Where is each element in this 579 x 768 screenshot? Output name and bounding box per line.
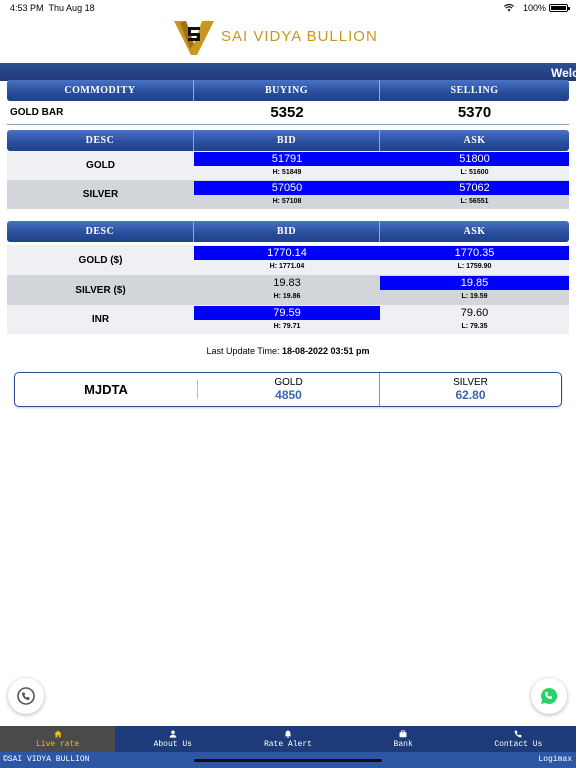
table-row (7, 151, 569, 180)
user-icon (169, 730, 177, 738)
ask-price: 51800 (380, 152, 569, 166)
bottom-tab-bar (0, 726, 576, 752)
status-time: 4:53 PM Thu Aug 18 (10, 3, 95, 13)
marquee-text: Welc (551, 66, 579, 80)
mjdta-silver (380, 373, 561, 406)
tab-label: Rate Alert (263, 739, 312, 749)
briefcase-icon (399, 730, 407, 738)
header-ask: ASK (463, 135, 486, 146)
high-value: H: 57108 (272, 197, 302, 205)
mjdta-label: MJDTA (15, 380, 198, 399)
ask-price: 1770.35 (380, 246, 569, 260)
ask-price: 19.85 (380, 276, 569, 290)
tab-label: Contact Us (494, 739, 543, 749)
header-selling: SELLING (450, 85, 499, 96)
app-header (0, 16, 576, 62)
low-value: L: 19.59 (461, 292, 488, 300)
bell-icon (284, 730, 292, 738)
selling-price: 5370 (457, 104, 492, 121)
brand-name: SAI VIDYA BULLION (221, 28, 378, 45)
table-row (7, 305, 569, 334)
wifi-icon (504, 3, 514, 12)
high-value: H: 19.86 (273, 292, 301, 300)
bid-price: 1770.14 (194, 246, 380, 260)
home-indicator[interactable] (194, 759, 382, 762)
tab-contact-us[interactable] (461, 726, 576, 752)
tab-bank[interactable] (346, 726, 461, 752)
phone-chat-icon (16, 686, 36, 706)
welcome-marquee (0, 63, 579, 81)
local-rates-header (7, 130, 569, 151)
table-row (7, 101, 569, 125)
bid-price: 51791 (194, 152, 380, 166)
header-ask: ASK (463, 226, 486, 237)
mjdta-silver-value: 62.80 (455, 388, 486, 402)
header-buying: BUYING (194, 80, 380, 101)
ask-price: 57062 (380, 181, 569, 195)
header-bid: BID (194, 221, 380, 242)
tab-label: Live rate (35, 739, 80, 749)
home-icon (54, 730, 62, 738)
header-commodity: COMMODITY (7, 80, 194, 101)
bid-price: 57050 (194, 181, 380, 195)
table-row (7, 275, 569, 305)
low-value: L: 56551 (460, 197, 489, 205)
rate-name: GOLD (86, 160, 115, 171)
buying-price: 5352 (270, 104, 304, 121)
header-bid: BID (194, 130, 380, 151)
header-desc: DESC (7, 130, 194, 151)
call-button[interactable] (8, 678, 44, 714)
bid-price: 79.59 (194, 306, 380, 320)
commodity-name: GOLD BAR (10, 107, 64, 118)
logo-icon (173, 19, 215, 57)
ask-price: 79.60 (460, 307, 489, 319)
tab-live-rate[interactable] (0, 726, 115, 752)
low-value: L: 1759.90 (457, 262, 492, 270)
mjdta-gold (198, 373, 380, 406)
rate-name: SILVER (82, 189, 119, 200)
low-value: L: 79.35 (461, 322, 488, 330)
mjdta-gold-value: 4850 (275, 388, 302, 402)
tab-rate-alert[interactable] (230, 726, 345, 752)
table-row (7, 245, 569, 275)
last-update-value: 18-08-2022 03:51 pm (282, 346, 370, 356)
phone-icon (514, 730, 522, 738)
whatsapp-icon (539, 686, 559, 706)
battery-percent: 100% (522, 3, 546, 13)
rate-name: INR (91, 314, 110, 325)
tab-label: Bank (393, 739, 413, 749)
bid-price: 19.83 (273, 277, 301, 289)
tab-about-us[interactable] (115, 726, 230, 752)
commodity-table-header (7, 80, 569, 101)
copyright-text: ©SAI VIDYA BULLION (3, 755, 90, 764)
battery-icon (549, 4, 568, 12)
low-value: L: 51600 (460, 168, 489, 176)
mjdta-silver-label: SILVER (453, 377, 488, 388)
high-value: H: 1771.04 (269, 262, 305, 270)
rate-name: GOLD ($) (78, 254, 123, 266)
mjdta-gold-label: GOLD (274, 377, 303, 388)
rate-name: SILVER ($) (75, 284, 126, 296)
commodity-table (7, 80, 569, 125)
status-bar (0, 0, 576, 16)
high-value: H: 79.71 (273, 322, 301, 330)
last-update-time (0, 346, 576, 356)
whatsapp-button[interactable] (531, 678, 567, 714)
powered-by-link[interactable]: Logimax (538, 755, 572, 764)
header-desc: DESC (7, 221, 194, 242)
local-rates-table (7, 130, 569, 209)
tab-label: About Us (153, 739, 192, 749)
last-update-label: Last Update Time: (206, 346, 280, 356)
high-value: H: 51849 (272, 168, 302, 176)
table-row (7, 180, 569, 209)
global-rates-header (7, 221, 569, 242)
global-rates-table (7, 221, 569, 334)
mjdta-rates (14, 372, 562, 407)
